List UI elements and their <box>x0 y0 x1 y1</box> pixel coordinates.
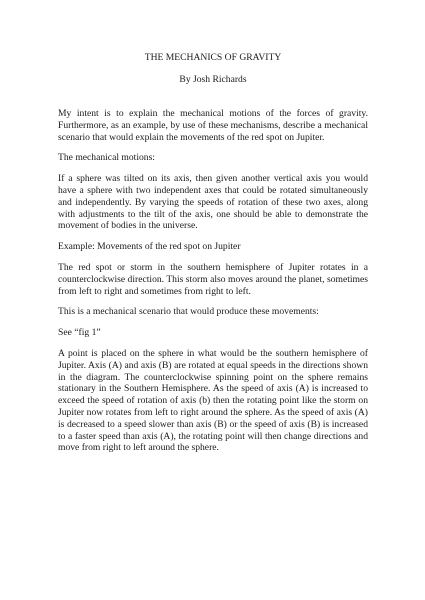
paragraph-mechanical-motions-heading: The mechanical motions: <box>58 152 155 164</box>
document-page <box>58 52 368 454</box>
paragraph-scenario-detail: A point is placed on the sphere in what would be the southern hemisphere of Jupiter. Axis (A) and axis (B) are rotated at equal speeds in the directions shown in the diagram. The counterclockwise spinning point on the sphere remains stationary in the Southern Hemisphere. As the speed of axis (A) is increased to exceed the speed of rotation of axis (b) then the rotating point like the storm on Jupiter now rotates from left to right around the sphere. As the speed of axis (A) is decreased to a speed slower than axis (B) or the speed of axis (B) is increased to a faster speed than axis (A), the rotating point will then change directions and move from right to left around the sphere. <box>58 347 368 454</box>
paragraph-tilted-sphere: If a sphere was tilted on its axis, then given another vertical axis you would have a sphere with two independent axes that could be rotated simultaneously and independently. By varying the speeds of rotation of these two axes, along with adjustments to the tilt of the axis, one should be able to demonstrate the movement of bodies in the universe. <box>58 173 368 232</box>
paragraph-scenario-intro: This is a mechanical scenario that would produce these movements: <box>58 306 319 318</box>
paragraph-intro: My intent is to explain the mechanical motions of the forces of gravity. Furthermore, as an example, by use of these mechanisms, describe a mechanical scenario that would explain the movements of the red spot on Jupiter. <box>58 108 368 143</box>
document-title: THE MECHANICS OF GRAVITY <box>144 52 282 63</box>
paragraph-red-spot: The red spot or storm in the southern hemisphere of Jupiter rotates in a counterclockwise direction. This storm also moves around the planet, sometimes from left to right and sometimes from right to left. <box>58 261 368 297</box>
paragraph-example-heading: Example: Movements of the red spot on Jupiter <box>58 241 241 253</box>
document-author: By Josh Richards <box>179 74 247 85</box>
paragraph-see-fig: See “fig 1” <box>58 327 101 339</box>
